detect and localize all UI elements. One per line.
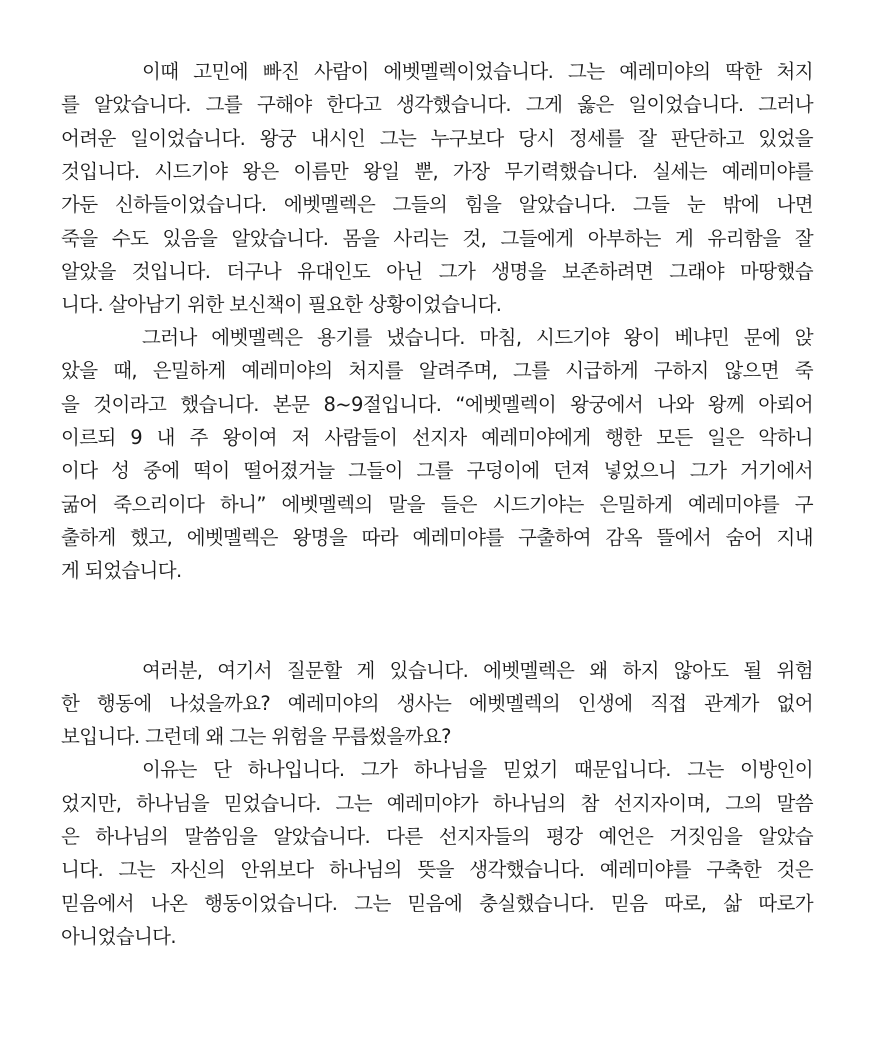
text-line: 출하게 했고, 에벳멜렉은 왕명을 따라 예레미야를 구출하여 감옥 뜰에서 숨어 지내 [61,526,813,549]
text-line: 한 행동에 나섰을까요? 예레미야의 생사는 에벳멜렉의 인생에 직접 관계가 없어 [61,692,813,715]
text-line: 여러분, 여기서 질문할 게 있습니다. 에벳멜렉은 왜 하지 않아도 될 위험 [142,659,813,682]
text-line: 았을 때, 은밀하게 예레미야의 처지를 알려주며, 그를 시급하게 구하지 않으면 죽 [61,359,813,382]
text-line: 이유는 단 하나입니다. 그가 하나님을 믿었기 때문입니다. 그는 이방인이 [142,758,813,781]
text-line: 가둔 신하들이었습니다. 에벳멜렉은 그들의 힘을 알았습니다. 그들 눈 밖에 나면 [61,193,813,216]
text-line: 이르되 9 내 주 왕이여 저 사람들이 선지자 예레미야에게 행한 모든 일은 악하니 [61,426,813,449]
text-line: 아니었습니다. [61,925,177,948]
text-line: 이때 고민에 빠진 사람이 에벳멜렉이었습니다. 그는 예레미야의 딱한 처지 [142,60,813,83]
text-line: 을 것이라고 했습니다. 본문 8~9절입니다. “에벳멜렉이 왕궁에서 나와 왕께 아뢰어 [61,393,813,416]
text-line: 굶어 죽으리이다 하니” 에벳멜렉의 말을 들은 시드기야는 은밀하게 예레미야를 구 [61,493,813,516]
text-line: 니다. 살아남기 위한 보신책이 필요한 상황이었습니다. [61,293,502,316]
text-line: 것입니다. 시드기야 왕은 이름만 왕일 뿐, 가장 무기력했습니다. 실세는 예레미야를 [61,160,813,183]
text-line: 은 하나님의 말씀임을 알았습니다. 다른 선지자들의 평강 예언은 거짓임을 알았습 [61,825,813,848]
text-line: 알았을 것입니다. 더구나 유대인도 아닌 그가 생명을 보존하려면 그래야 마땅했습 [61,260,813,283]
text-line: 이다 성 중에 떡이 떨어졌거늘 그들이 그를 구덩이에 던져 넣었으니 그가 거기에서 [61,459,813,482]
text-line: 죽을 수도 있음을 알았습니다. 몸을 사리는 것, 그들에게 아부하는 게 유리함을 잘 [61,227,813,250]
text-line: 어려운 일이었습니다. 왕궁 내시인 그는 누구보다 당시 정세를 잘 판단하고 있었을 [61,127,813,150]
text-line: 니다. 그는 자신의 안위보다 하나님의 뜻을 생각했습니다. 예레미야를 구축한 것은 [61,858,813,881]
text-line: 그러나 에벳멜렉은 용기를 냈습니다. 마침, 시드기야 왕이 베냐민 문에 앉 [142,326,813,349]
text-line: 보입니다. 그런데 왜 그는 위험을 무릅썼을까요? [61,725,451,748]
text-line: 게 되었습니다. [61,559,182,582]
text-line: 었지만, 하나님을 믿었습니다. 그는 예레미야가 하나님의 참 선지자이며, 그의 말씀 [61,792,813,815]
text-line: 믿음에서 나온 행동이었습니다. 그는 믿음에 충실했습니다. 믿음 따로, 삶 따로가 [61,892,813,915]
text-line: 를 알았습니다. 그를 구해야 한다고 생각했습니다. 그게 옳은 일이었습니다. 그러나 [61,93,813,116]
